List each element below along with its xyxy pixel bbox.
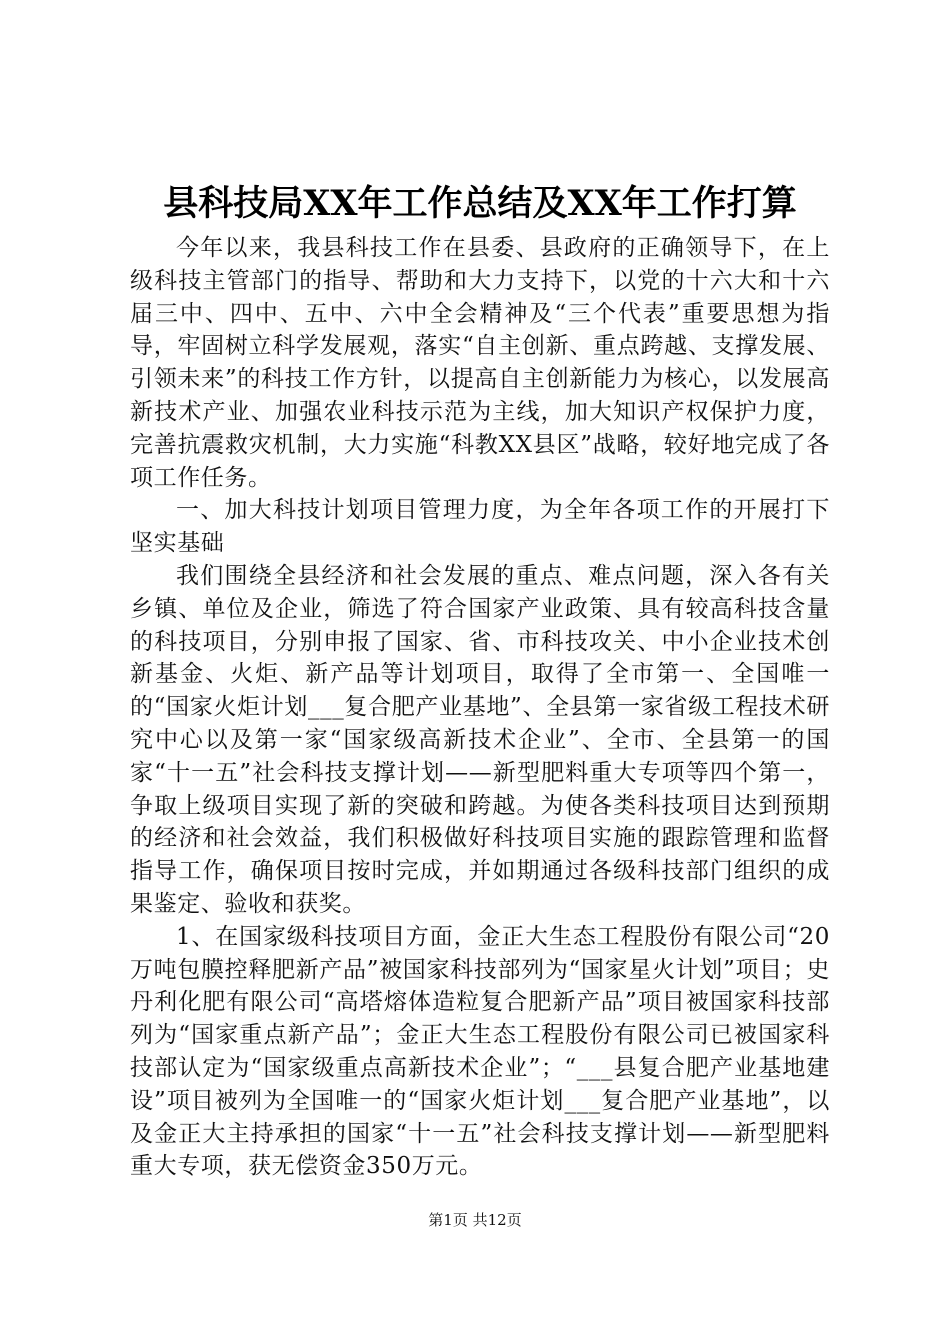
document-title: 县科技局XX年工作总结及XX年工作打算 [163,183,797,224]
document-body [130,232,830,1183]
page-footer: 第1页 共12页 [428,1211,522,1229]
item-paragraph: 1、在国家级科技项目方面，金正大生态工程股份有限公司“20万吨包膜控释肥新产品”被国家科技部列为“国家星火计划”项目；史丹利化肥有限公司“高塔熔体造粒复合肥新产品”项目被国家科技部列为“国家重点新产品”；金正大生态工程股份有限公司已被国家科技部认定为“国家级重点高新技术企业”；“___县复合肥产业基地建设”项目被列为全国唯一的“国家火炬计划___复合肥产业基地”，以及金正大主持承担的国家“十一五”社会科技支撑计划——新型肥料重大专项，获无偿资金350万元。 [130,923,830,1180]
section-paragraph: 我们围绕全县经济和社会发展的重点、难点问题，深入各有关乡镇、单位及企业，筛选了符合国家产业政策、具有较高科技含量的科技项目，分别申报了国家、省、市科技攻关、中小企业技术创新基金、火炬、新产品等计划项目，取得了全市第一、全国唯一的“国家火炬计划___复合肥产业基地”、全县第一家省级工程技术研究中心以及第一家“国家级高新技术企业”、全市、全县第一的国家“十一五”社会科技支撑计划——新型肥料重大专项等四个第一，争取上级项目实现了新的突破和跨越。为使各类科技项目达到预期的经济和社会效益，我们积极做好科技项目实施的跟踪管理和监督指导工作，确保项目按时完成，并如期通过各级科技部门组织的成果鉴定、验收和获奖。 [130,562,830,917]
document-page [130,178,830,1183]
intro-paragraph: 今年以来，我县科技工作在县委、县政府的正确领导下，在上级科技主管部门的指导、帮助和大力支持下，以党的十六大和十六届三中、四中、五中、六中全会精神及“三个代表”重要思想为指导，牢固树立科学发展观，落实“自主创新、重点跨越、支撑发展、引领未来”的科技工作方针，以提高自主创新能力为核心，以发展高新技术产业、加强农业科技示范为主线，加大知识产权保护力度，完善抗震救灾机制，大力实施“科教XX县区”战略，较好地完成了各项工作任务。 [130,235,830,491]
section-heading: 一、加大科技计划项目管理力度，为全年各项工作的开展打下坚实基础 [130,497,830,557]
